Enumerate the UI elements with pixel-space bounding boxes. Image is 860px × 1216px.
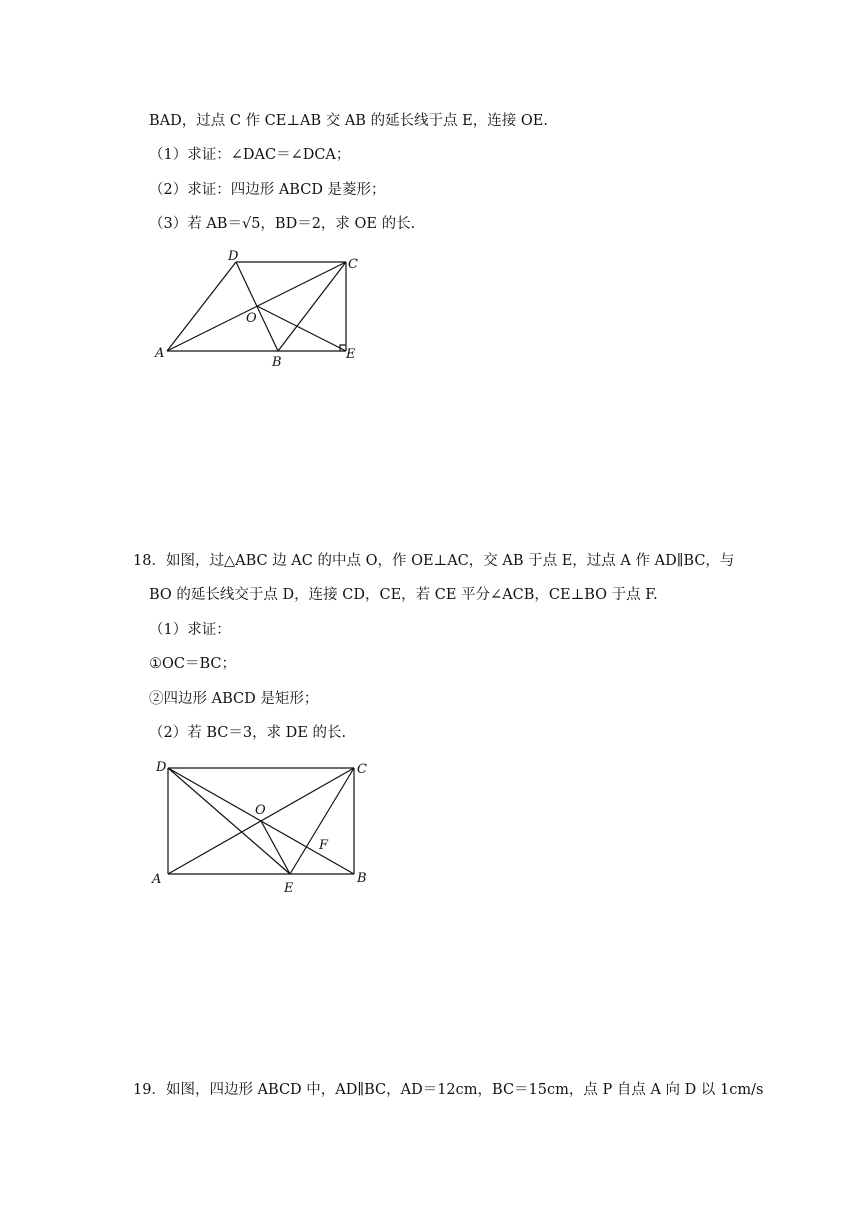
q17-figure bbox=[150, 245, 380, 370]
q18-part1: （1）求证： bbox=[149, 622, 231, 638]
label-d: D bbox=[228, 249, 239, 264]
segment-bc bbox=[278, 262, 346, 351]
label-c: C bbox=[348, 257, 358, 272]
segment-ce bbox=[290, 768, 354, 874]
segment-ad bbox=[167, 262, 236, 351]
label-d: D bbox=[156, 760, 167, 775]
label-f: F bbox=[319, 838, 329, 853]
segment-oe bbox=[257, 306, 346, 351]
q18-figure bbox=[148, 755, 378, 895]
q18-sub1: ①OC＝BC； bbox=[149, 656, 236, 672]
q19-line1: 19．如图，四边形 ABCD 中，AD∥BC，AD＝12cm，BC＝15cm，点 P 自点 A 向 D 以 1cm/s bbox=[133, 1082, 764, 1098]
q18-part2: （2）若 BC＝3，求 DE 的长. bbox=[149, 725, 347, 741]
q17-part3: （3）若 AB＝√5，BD＝2，求 OE 的长. bbox=[149, 216, 416, 232]
label-c: C bbox=[357, 762, 367, 777]
q18-sub2: ②四边形 ABCD 是矩形； bbox=[149, 691, 319, 707]
q17-part1: （1）求证：∠DAC＝∠DCA； bbox=[149, 147, 351, 163]
q17-part2: （2）求证：四边形 ABCD 是菱形； bbox=[149, 182, 386, 198]
q17-continuation-text: BAD，过点 C 作 CE⊥AB 交 AB 的延长线于点 E，连接 OE. bbox=[149, 113, 548, 129]
label-b: B bbox=[357, 871, 367, 886]
q18-line2: BO 的延长线交于点 D，连接 CD，CE，若 CE 平分∠ACB，CE⊥BO 于点 F. bbox=[149, 587, 658, 603]
label-e: E bbox=[346, 347, 356, 362]
label-e: E bbox=[284, 881, 294, 895]
label-o: O bbox=[255, 803, 266, 818]
label-a: A bbox=[152, 872, 162, 887]
label-a: A bbox=[155, 346, 165, 361]
label-o: O bbox=[246, 311, 257, 326]
label-b: B bbox=[272, 355, 282, 370]
segment-de bbox=[168, 768, 290, 874]
q18-line1: 18．如图，过△ABC 边 AC 的中点 O，作 OE⊥AC，交 AB 于点 E，过点 A 作 AD∥BC，与 bbox=[133, 553, 735, 569]
